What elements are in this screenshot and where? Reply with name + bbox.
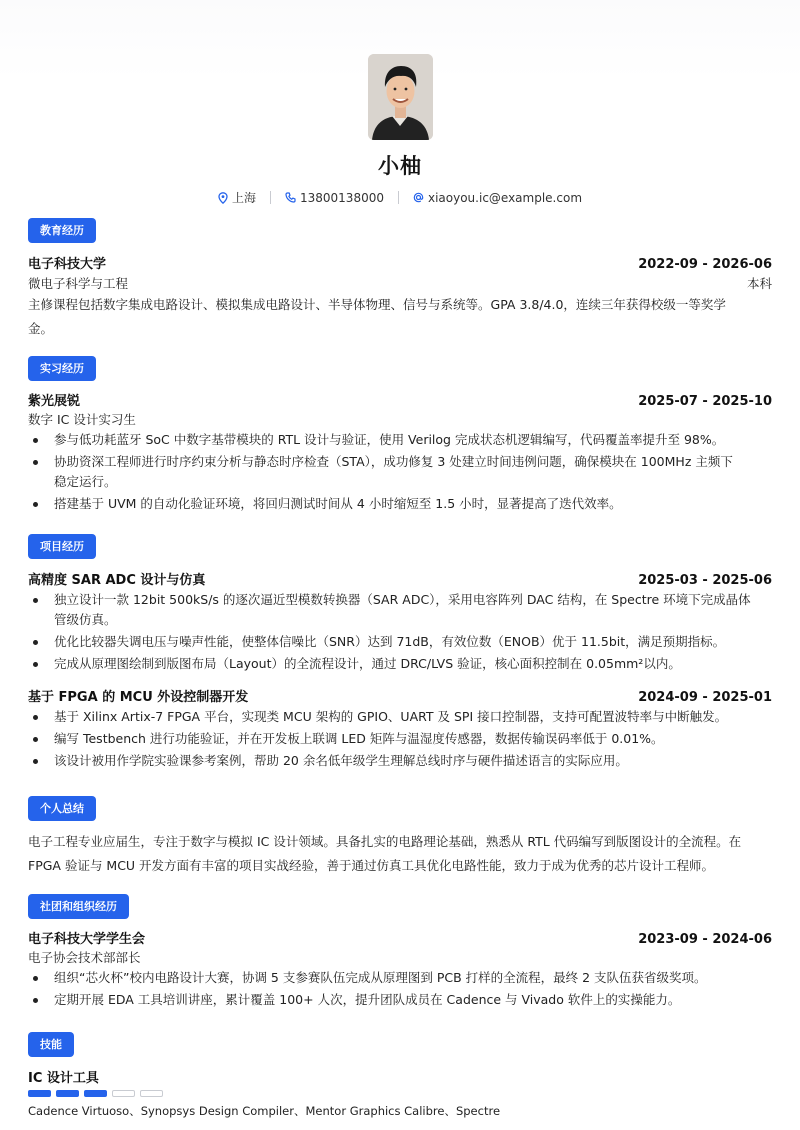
text-line: 独立设计一款 12bit 500kS/s 的逐次逼近型模数转换器（SAR ADC），采用电容阵列 DAC 结构，在 Spectre 环境下完成晶体: [54, 592, 751, 607]
text-line: 管级仿真。: [54, 612, 117, 627]
list-item: 定期开展 EDA 工具培训讲座，累计覆盖 100+ 人次，提升团队成员在 Cadence 与 Vivado 软件上的实操能力。: [28, 990, 772, 1010]
section-projects: [28, 534, 772, 771]
club-bullets: [28, 968, 772, 1010]
club-dates: 2023-09 - 2024-06: [638, 932, 772, 947]
project-bullets: [28, 590, 772, 674]
list-item: 优化比较器失调电压与噪声性能，使整体信噪比（SNR）达到 71dB，有效位数（ENOB）优于 11.5bit，满足预期指标。: [28, 632, 772, 652]
contact-divider: [270, 191, 271, 204]
internship-header-row: [28, 390, 772, 409]
project-title: 基于 FPGA 的 MCU 外设控制器开发: [28, 690, 249, 705]
section-heading: 项目经历: [28, 534, 96, 559]
email-text: xiaoyou.ic@example.com: [427, 190, 583, 205]
section-clubs: [28, 894, 772, 1010]
contact-divider: [398, 191, 399, 204]
project-dates: 2024-09 - 2025-01: [638, 690, 772, 705]
list-item: [28, 590, 772, 630]
skill-level-meter: [28, 1090, 772, 1097]
section-heading: 社团和组织经历: [28, 894, 129, 919]
list-item: 完成从原理图绘制到版图布局（Layout）的全流程设计，通过 DRC/LVS 验证，核心面积控制在 0.05mm²以内。: [28, 654, 772, 674]
text-line: 金。: [28, 321, 54, 336]
list-item: 基于 Xilinx Artix-7 FPGA 平台，实现类 MCU 架构的 GPIO、UART 及 SPI 接口控制器，支持可配置波特率与中断触发。: [28, 707, 772, 727]
club-role: 电子协会技术部部长: [28, 950, 141, 965]
text-line: 协助资深工程师进行时序约束分析与静态时序检查（STA），成功修复 3 处建立时间违例问题，确保模块在 100MHz 主频下: [54, 454, 733, 469]
contact-location: [218, 189, 256, 206]
text-line: 电子工程专业应届生，专注于数字与模拟 IC 设计领域。具备扎实的电路理论基础，熟悉从 RTL 代码编写到版图设计的全流程。在: [28, 834, 742, 849]
project-bullets: [28, 707, 772, 771]
role: 数字 IC 设计实习生: [28, 412, 136, 427]
skill-level-empty: [140, 1090, 163, 1097]
education-dates: 2022-09 - 2026-06: [638, 257, 772, 272]
section-heading: 教育经历: [28, 218, 96, 243]
internship-dates: 2025-07 - 2025-10: [638, 394, 772, 409]
email-at-icon: [413, 192, 424, 203]
text-line: 主修课程包括数字集成电路设计、模拟集成电路设计、半导体物理、信号与系统等。GPA 3.8/4.0，连续三年获得校级一等奖学: [28, 297, 726, 312]
project-header-row: [28, 686, 772, 705]
section-heading: 实习经历: [28, 356, 96, 381]
text-line: FPGA 验证与 MCU 开发方面有丰富的项目实战经验，善于通过仿真工具优化电路性能，致力于成为优秀的芯片设计工程师。: [28, 858, 715, 873]
education-sub-row: [28, 274, 772, 292]
internship-bullets: [28, 430, 772, 514]
skill-level-filled: [84, 1090, 107, 1097]
location-pin-icon: [218, 192, 228, 204]
candidate-name: 小柚: [378, 154, 422, 178]
list-item: 该设计被用作学院实验课参考案例，帮助 20 余名低年级学生理解总线时序与硬件描述语言的实际应用。: [28, 751, 772, 771]
phone-text: 13800138000: [300, 190, 384, 205]
section-internship: [28, 356, 772, 514]
project-header-row: [28, 569, 772, 588]
skill-list: Cadence Virtuoso、Synopsys Design Compiler、Mentor Graphics Calibre、Spectre: [28, 1104, 501, 1118]
school-name: 电子科技大学: [28, 257, 107, 272]
project-title: 高精度 SAR ADC 设计与仿真: [28, 573, 206, 588]
avatar: [368, 54, 433, 140]
contact-email[interactable]: [413, 191, 582, 205]
list-item: 编写 Testbench 进行功能验证，并在开发板上联调 LED 矩阵与温湿度传感器，数据传输误码率低于 0.01%。: [28, 729, 772, 749]
organization-name: 电子科技大学学生会: [28, 932, 146, 947]
contact-phone: [285, 191, 384, 205]
list-item: 组织“芯火杯”校内电路设计大赛，协调 5 支参赛队伍完成从原理图到 PCB 打样的全流程，最终 2 支队伍获省级奖项。: [28, 968, 772, 988]
contact-bar: [0, 189, 800, 206]
resume-header: [0, 54, 800, 206]
education-description: [28, 293, 772, 341]
list-item: [28, 452, 772, 492]
skill-level-filled: [56, 1090, 79, 1097]
phone-icon: [285, 192, 296, 203]
list-item: 参与低功耗蓝牙 SoC 中数字基带模块的 RTL 设计与验证，使用 Verilog 完成状态机逻辑编写，代码覆盖率提升至 98%。: [28, 430, 772, 450]
text-line: 稳定运行。: [54, 474, 117, 489]
section-education: [28, 218, 772, 341]
skill-level-empty: [112, 1090, 135, 1097]
education-header-row: [28, 253, 772, 272]
section-skills: [28, 1032, 772, 1119]
section-summary: [28, 796, 772, 878]
project-dates: 2025-03 - 2025-06: [638, 573, 772, 588]
skill-category: IC 设计工具: [28, 1071, 99, 1086]
club-header-row: [28, 928, 772, 947]
location-text: 上海: [231, 191, 256, 205]
degree: 本科: [746, 276, 772, 291]
list-item: 搭建基于 UVM 的自动化验证环境，将回归测试时间从 4 小时缩短至 1.5 小时，显著提高了迭代效率。: [28, 494, 772, 514]
major: 微电子科学与工程: [28, 276, 129, 291]
section-heading: 个人总结: [28, 796, 96, 821]
skill-level-filled: [28, 1090, 51, 1097]
summary-text: [28, 830, 772, 878]
company-name: 紫光展锐: [28, 394, 81, 409]
section-heading: 技能: [28, 1032, 74, 1057]
